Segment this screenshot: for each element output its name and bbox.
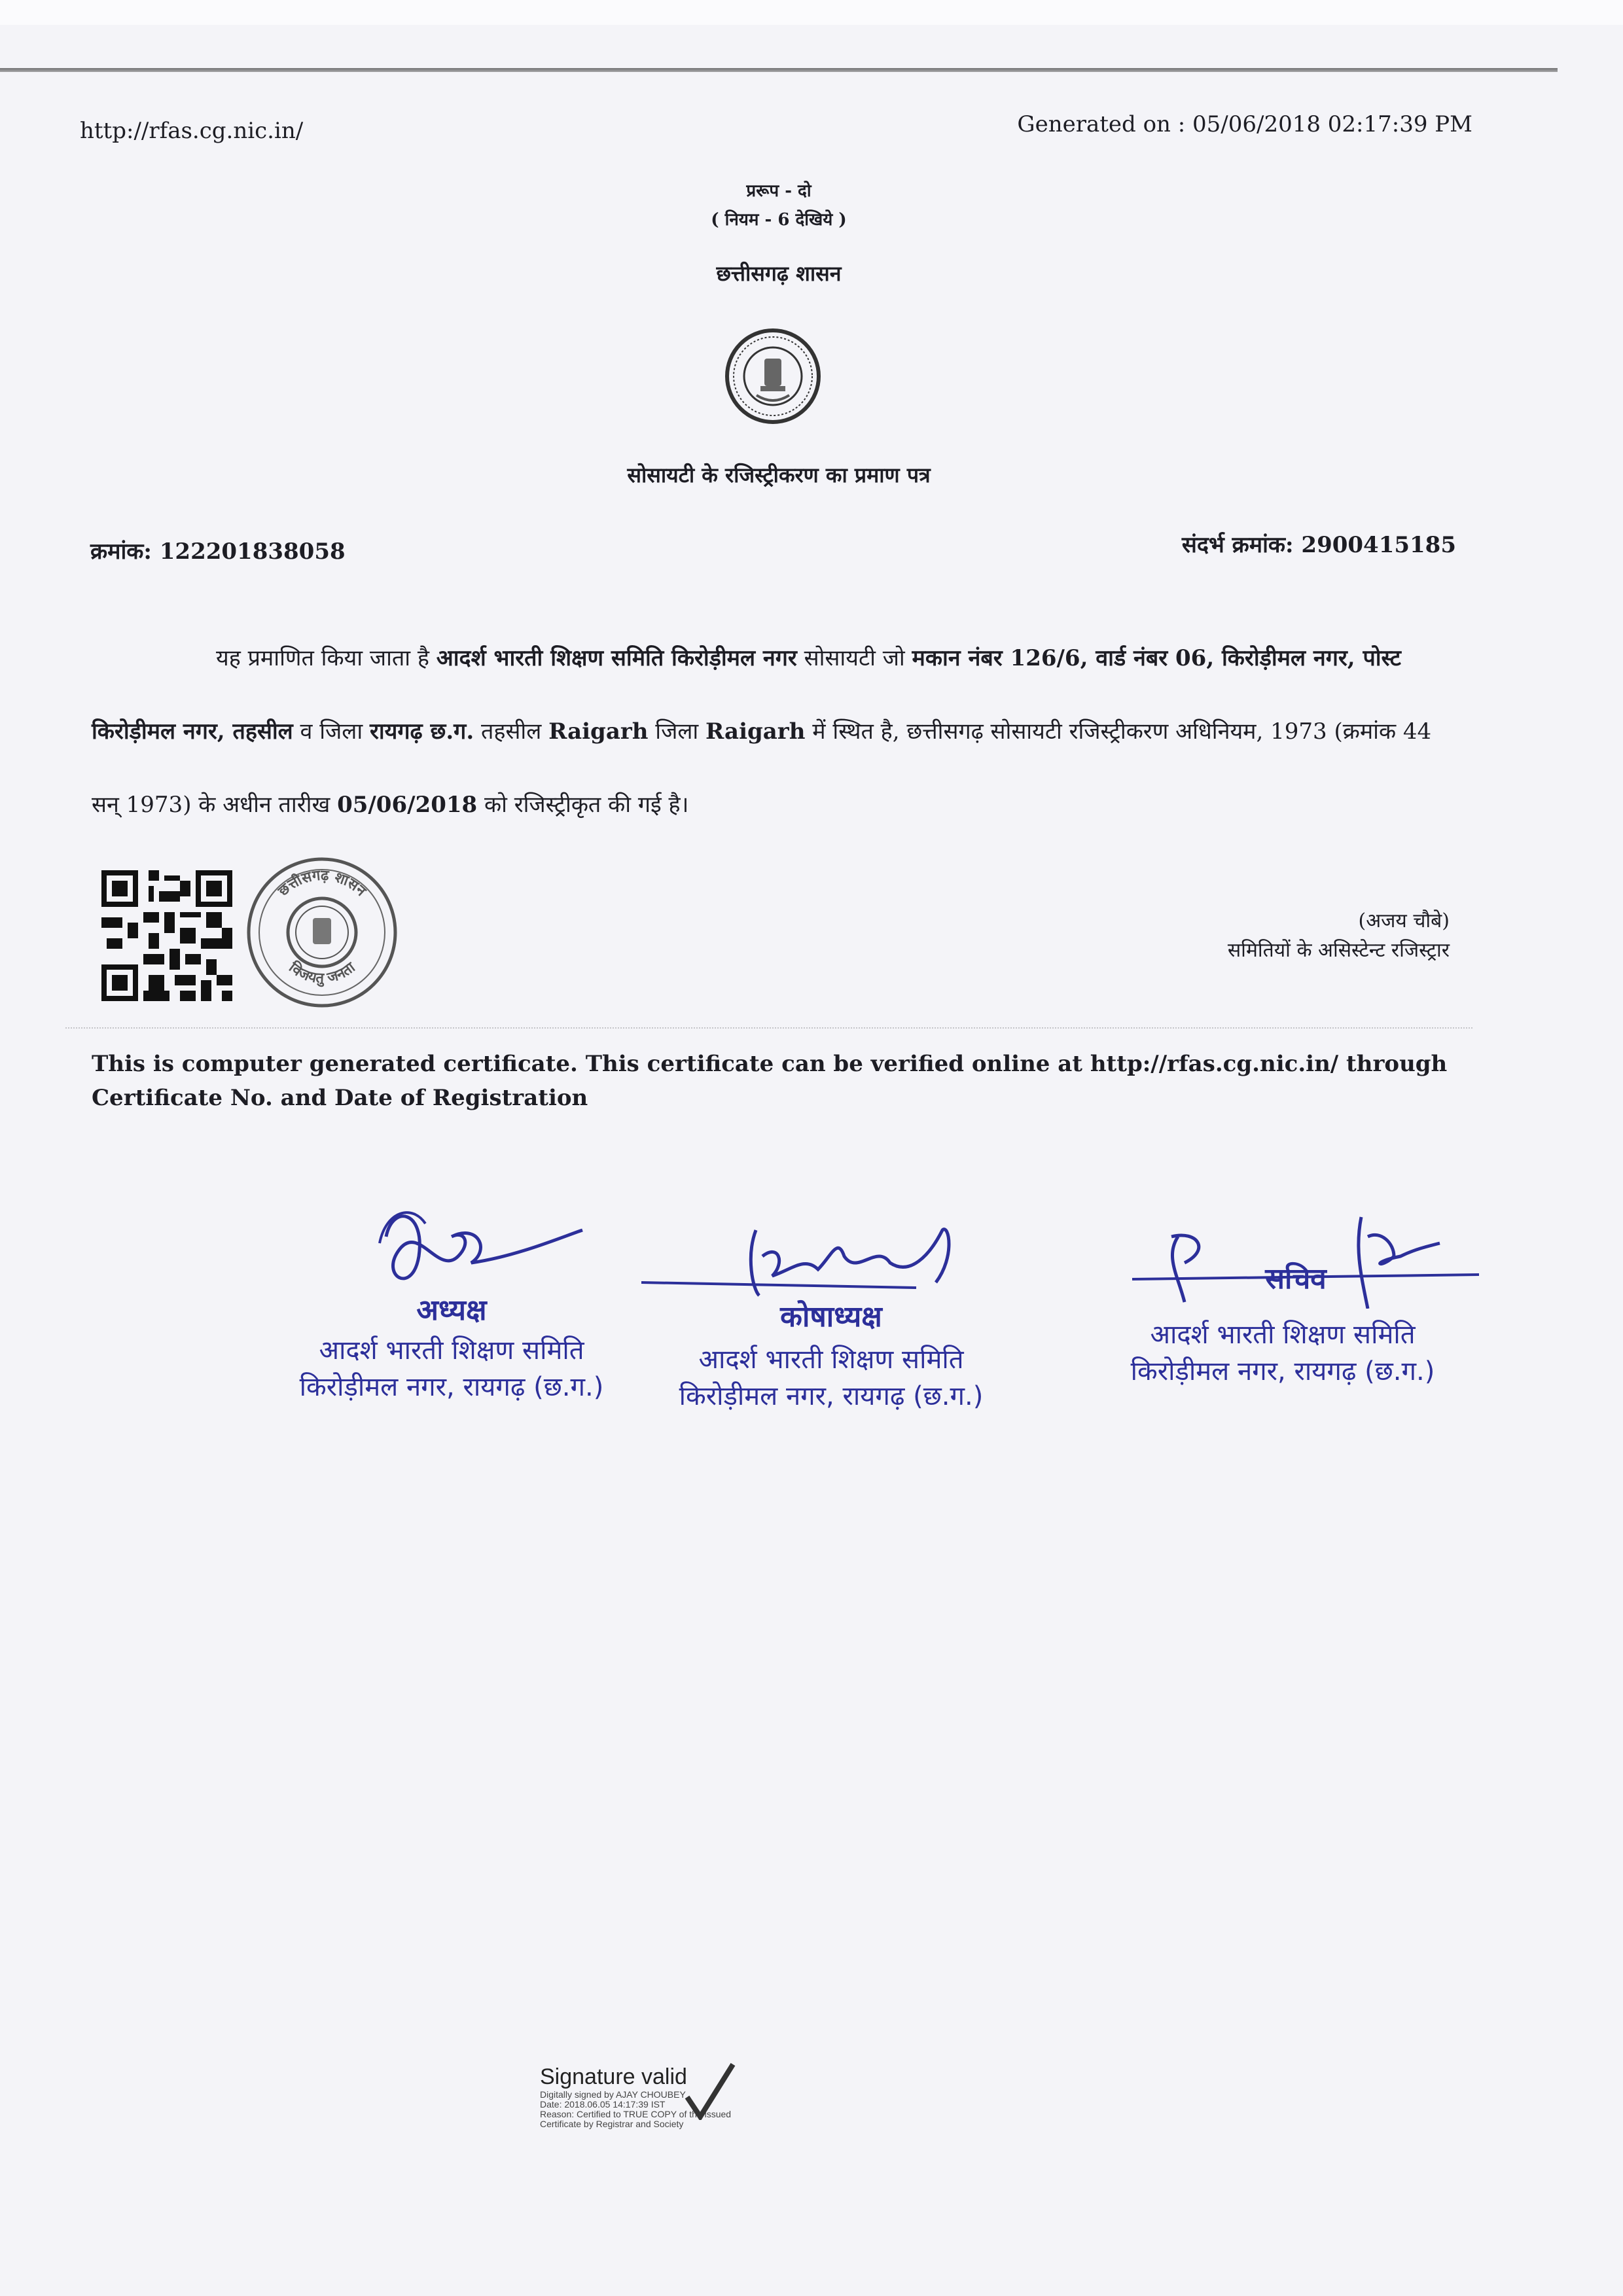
form-rule: ( नियम - 6 देखिये ) xyxy=(711,210,847,230)
signature-block-treasurer xyxy=(641,1217,1021,1415)
body-text: जिला xyxy=(655,718,699,745)
body-text: तहसील xyxy=(480,718,542,745)
scan-edge-line xyxy=(0,68,1558,72)
divider xyxy=(65,1027,1472,1029)
body-text: को रजिस्ट्रीकृत की गई है। xyxy=(484,792,689,818)
signature-detail: Certificate by Registrar and Society xyxy=(540,2119,684,2129)
body-text: सोसायटी जो xyxy=(804,645,905,671)
scan-top-band xyxy=(0,0,1623,25)
signature-place: किरोड़ीमल नगर, रायगढ़ (छ.ग.) xyxy=(1130,1356,1435,1386)
signature-detail: Digitally signed by AJAY CHOUBEY xyxy=(540,2089,686,2100)
signature-block-president xyxy=(262,1197,641,1405)
certificate-number: क्रमांक: 122201838058 xyxy=(90,539,346,565)
signature-detail: Date: 2018.06.05 14:17:39 IST xyxy=(540,2099,666,2110)
signature-org: आदर्श भारती शिक्षण समिति xyxy=(698,1345,964,1375)
svg-text:विजयतु जनता xyxy=(285,958,359,987)
certificate-body xyxy=(92,622,1453,841)
certificate-title: सोसायटी के रजिस्ट्रीकरण का प्रमाण पत्र xyxy=(627,463,931,487)
state-emblem-icon xyxy=(724,327,822,425)
signature-place: किरोड़ीमल नगर, रायगढ़ (छ.ग.) xyxy=(299,1372,604,1402)
signature-status: Signature valid xyxy=(540,2064,687,2089)
seal-top-text: छत्तीसगढ़ शासन xyxy=(275,867,369,900)
signature-title: कोषाध्यक्ष xyxy=(780,1300,882,1333)
signature-org: आदर्श भारती शिक्षण समिति xyxy=(319,1335,584,1366)
society-name: आदर्श भारती शिक्षण समिति किरोड़ीमल नगर xyxy=(436,645,797,671)
society-address: मकान नंबर 126/6, वार्ड नंबर 06, किरोड़ीमल नगर, पोस्ट किरोड़ीमल नगर, तहसील xyxy=(92,645,1401,745)
body-text: में स्थित है, छत्तीसगढ़ सोसायटी रजिस्ट्रीकरण अधिनियम, 1973 (क्रमांक 44 सन् 1973) के अधीन तारीख xyxy=(92,718,1432,818)
government-name: छत्तीसगढ़ शासन xyxy=(716,261,842,286)
generated-timestamp: Generated on : 05/06/2018 02:17:39 PM xyxy=(1017,111,1472,137)
officer-designation: समितियों के असिस्टेन्ट रजिस्ट्रार xyxy=(1227,939,1450,962)
verification-note: This is computer generated certificate. This certificate can be verified online at http://rfas.cg.nic.in/ through Certificate No. and Date of Registration xyxy=(92,1051,1448,1111)
officer-name: (अजय चौबे) xyxy=(1358,910,1450,932)
seal-bottom-text: विजयतु जनता xyxy=(285,959,359,987)
signature-place: किरोड़ीमल नगर, रायगढ़ (छ.ग.) xyxy=(679,1381,984,1411)
source-url: http://rfas.cg.nic.in/ xyxy=(80,118,304,144)
form-name: प्ररूप - दो xyxy=(746,181,812,201)
signature-title: अध्यक्ष xyxy=(416,1294,487,1327)
svg-text:छत्तीसगढ़ शासन xyxy=(275,868,370,900)
tehsil-name: Raigarh xyxy=(548,718,649,745)
body-text: व जिला xyxy=(300,718,363,745)
body-text: यह प्रमाणित किया जाता है xyxy=(216,645,429,671)
signature-title: सचिव xyxy=(1265,1262,1327,1296)
reference-number: संदर्भ क्रमांक: 2900415185 xyxy=(1181,532,1456,558)
district-name: रायगढ़ छ.ग. xyxy=(369,718,474,745)
signature-org: आदर्श भारती शिक्षण समिति xyxy=(1150,1320,1416,1350)
registration-date: 05/06/2018 xyxy=(337,792,478,818)
zila-name: Raigarh xyxy=(705,718,806,745)
official-seal-icon xyxy=(243,854,401,1011)
signature-detail: Reason: Certified to TRUE COPY of the issued xyxy=(540,2109,732,2119)
signature-block-secretary xyxy=(1086,1210,1479,1390)
qr-code-icon xyxy=(101,870,232,1001)
signature-check-icon xyxy=(684,2061,736,2120)
